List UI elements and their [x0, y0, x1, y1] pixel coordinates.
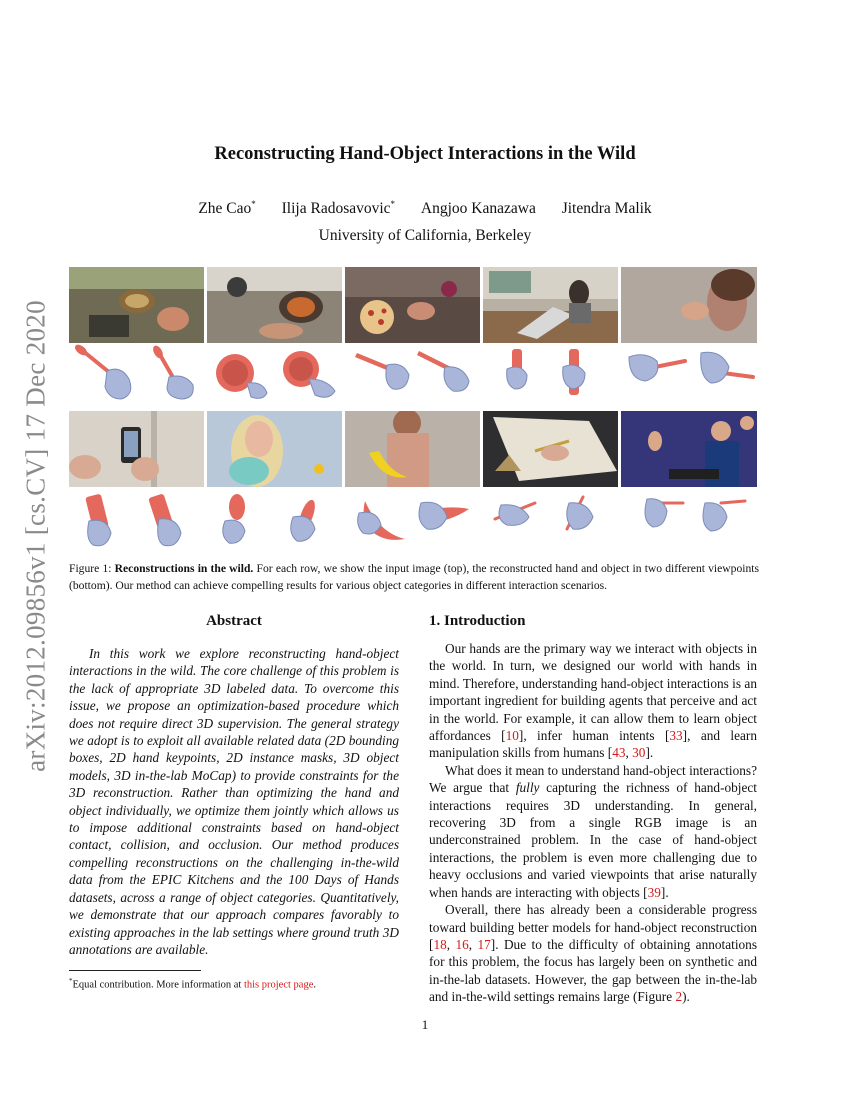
recon-phone-view-2	[148, 493, 181, 545]
recon-pen-view-1	[495, 503, 535, 525]
recon-pen-view-2	[567, 497, 593, 529]
recon-pan-view-1	[216, 354, 267, 398]
photo-drawing	[483, 411, 618, 487]
recon-dart-view-1	[645, 499, 683, 527]
author: Ilija Radosavovic*	[281, 199, 396, 218]
recon-banana-view-1	[358, 501, 405, 540]
recon-spatula-view-1	[73, 343, 131, 399]
author-list	[0, 199, 850, 218]
recon-phone-view-1	[85, 494, 111, 546]
recon-cup-view-2	[563, 349, 585, 395]
recon-toothbrush-view-1	[629, 355, 685, 381]
citation-link[interactable]: 17	[477, 936, 491, 952]
recon-spatula-view-2	[151, 344, 193, 399]
citation-link[interactable]: 43	[612, 745, 626, 761]
paragraph: What does it mean to understand hand-object interactions? We argue that fully capturing the richness of hand-object interactions requires 3D understanding. In general, recovering 3D from a single RGB image is an underconstrained problem. In the case of hand-object interactions, the problem is even more challenging due to heavy occlusions and varied viewpoints that arise naturally when hands are interacting with objects [39].	[429, 762, 758, 900]
recon-knife-view-1	[355, 353, 409, 389]
recon-toothbrush-view-2	[701, 352, 753, 383]
photo-kitchen-pot	[69, 267, 204, 343]
abstract-heading: Abstract	[206, 613, 262, 629]
figure-recon-row-1	[69, 343, 757, 409]
photo-toothbrush	[621, 267, 757, 343]
photo-frying-pan	[207, 267, 342, 343]
photo-hairbrush	[207, 411, 342, 487]
citation-link[interactable]: 39	[647, 884, 661, 900]
project-page-link[interactable]: this project page	[243, 979, 314, 991]
author: Angjoo Kanazawa	[420, 200, 536, 218]
paragraph: Overall, there has already been a considerable progress toward building better models for hand-object reconstruction [18, 16, 17]. Due to the difficulty of obtaining annotations for this problem, the focus has largely been on synthetic and in-the-lab datasets. However, the gap between the in-the-lab and in-the-wild settings remains large (Figure 2).	[429, 902, 757, 1005]
figure-reference-link[interactable]: 2	[675, 989, 683, 1005]
photo-banana	[345, 411, 480, 487]
citation-link[interactable]: 30	[632, 745, 646, 761]
page-number: 1	[421, 1017, 429, 1032]
recon-brush-view-1	[223, 494, 245, 543]
photo-phone	[69, 411, 204, 487]
section-heading-introduction: 1. Introduction	[429, 613, 526, 629]
author: Zhe Cao*	[198, 199, 256, 218]
recon-pan-view-2	[283, 351, 335, 397]
figure-caption: Figure 1: Reconstructions in the wild. For each row, we show the input image (top), the reconstructed hand and object in two different viewpoints (bottom). Our method can achieve compelling results for various object categories in different interaction scenarios.	[69, 562, 760, 592]
figure-recon-row-2	[69, 489, 757, 555]
footnote-rule	[69, 970, 201, 971]
citation-link[interactable]: 16	[455, 936, 469, 952]
figure-photo-row-2	[69, 411, 757, 487]
footnote: *Equal contribution. More information at this project page.	[69, 977, 316, 991]
introduction-body	[429, 640, 757, 1006]
paragraph: Our hands are the primary way we interact with objects in the world. In turn, we designed our world with hands in mind. Therefore, understanding hand-object interactions is an important ingredient for building agents that perceive and act in the world. For example, it can allow them to learn object affordances [10], infer human intents [33], and learn manipulation skills from humans [43, 30].	[429, 641, 757, 761]
photo-darts	[621, 411, 757, 487]
citation-link[interactable]: 33	[669, 728, 683, 744]
recon-banana-view-2	[419, 502, 469, 529]
photo-kitchen-counter	[483, 267, 618, 343]
recon-brush-view-2	[291, 498, 318, 541]
affiliation: University of California, Berkeley	[318, 227, 532, 244]
citation-link[interactable]: 10	[505, 728, 519, 744]
recon-knife-view-2	[417, 351, 469, 391]
photo-pizza	[345, 267, 480, 343]
recon-cup-view-1	[507, 349, 527, 389]
recon-dart-view-2	[703, 501, 745, 531]
arxiv-watermark: arXiv:2012.09856v1 [cs.CV] 17 Dec 2020	[20, 300, 51, 772]
paper-title: Reconstructing Hand-Object Interactions in the Wild	[214, 144, 636, 164]
abstract-body: In this work we explore reconstructing hand-object interactions in the wild. The core challenge of this problem is the lack of appropriate 3D labeled data. To overcome this issue, we propose an optimization-based procedure which does not require direct 3D supervision. The general strategy we adopt is to exploit all available related data (2D bounding boxes, 2D hand keypoints, 2D instance masks, 3D object models, 3D in-the-lab MoCap) to provide constraints for the 3D reconstruction. Rather than optimizing the hand and object individually, we optimize them jointly which allows us to impose additional constraints based on hand-object contact, collision, and occlusion. Our method produces compelling reconstructions on the challenging in-the-wild data from the EPIC Kitchens and the 100 Days of Hands datasets, across a range of object categories. Quantitatively, we demonstrate that our approach compares favorably to existing approaches in the lab settings where ground truth 3D annotations are available.	[69, 646, 399, 957]
figure-photo-row-1	[69, 267, 757, 343]
author: Jitendra Malik	[561, 200, 652, 218]
citation-link[interactable]: 18	[433, 936, 447, 952]
